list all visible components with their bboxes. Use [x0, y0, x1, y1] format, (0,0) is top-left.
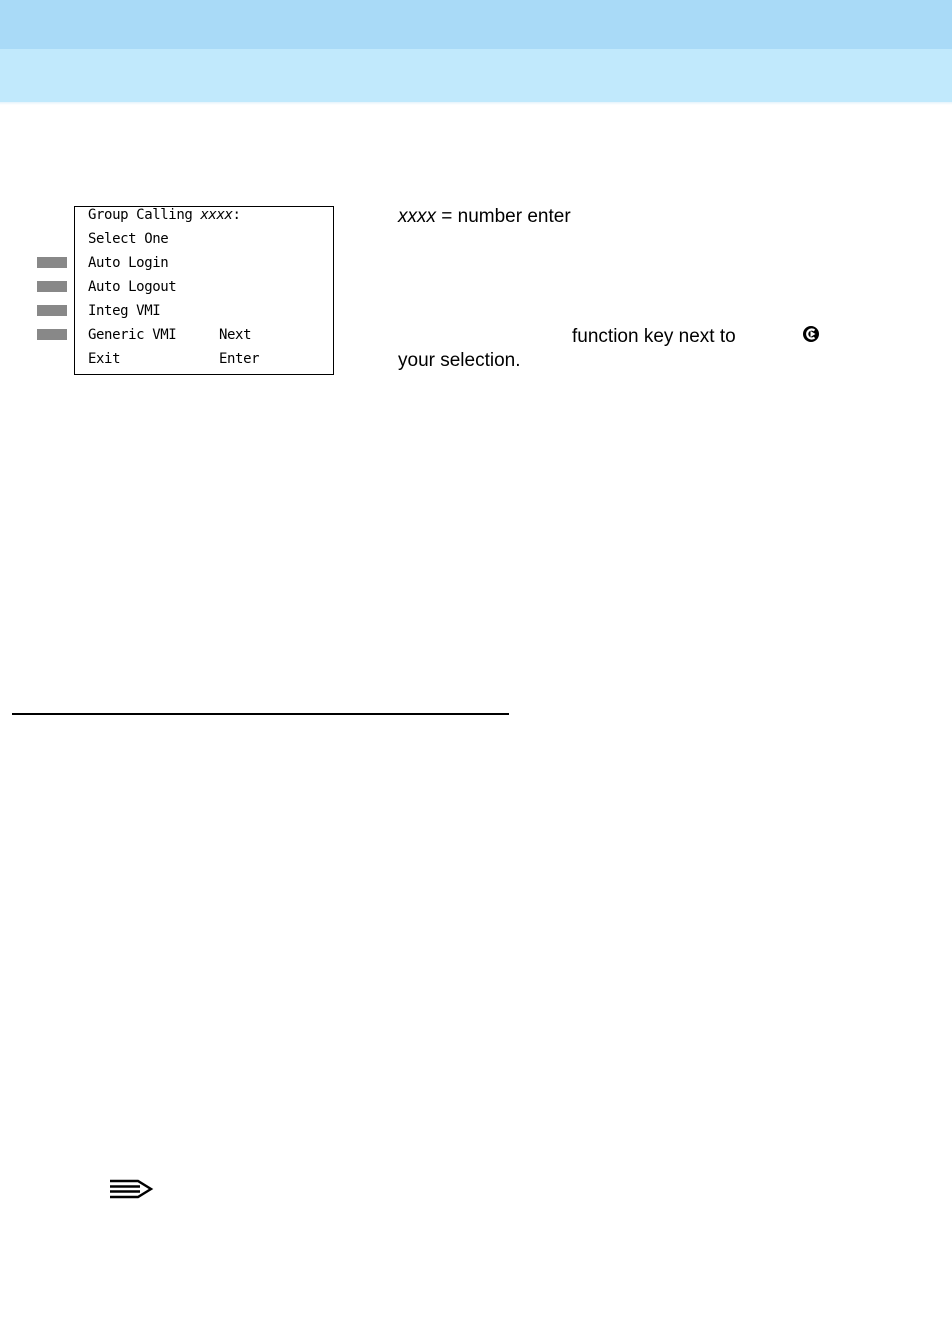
- step-text-line2: your selection.: [398, 350, 521, 371]
- function-key-integ-vmi[interactable]: [37, 305, 67, 316]
- display-option-enter: Enter: [219, 351, 260, 367]
- step-text-line1: function key next to: [572, 326, 736, 347]
- note-pencil-icon: [108, 1176, 154, 1202]
- display-option-integ-vmi: Integ VMI: [88, 303, 161, 319]
- function-key-auto-logout[interactable]: [37, 281, 67, 292]
- section-divider: [12, 713, 509, 715]
- variable-definition-text: = number enter: [436, 206, 571, 227]
- variable-definition: [398, 206, 571, 228]
- function-key-generic-vmi[interactable]: [37, 329, 67, 340]
- display-prompt-line: Select One: [88, 231, 169, 247]
- display-option-next: Next: [219, 327, 252, 343]
- display-title-colon: :: [232, 207, 241, 223]
- phone-display-screen: [74, 206, 334, 375]
- header-band-bottom: [0, 49, 952, 102]
- function-key-auto-login[interactable]: [37, 257, 67, 268]
- page-header-band: [0, 0, 952, 102]
- display-option-auto-logout: Auto Logout: [88, 279, 177, 295]
- display-option-exit: Exit: [88, 351, 121, 367]
- display-title-variable: xxxx: [200, 207, 233, 223]
- header-shadow: [0, 102, 952, 105]
- display-title-line: [88, 207, 241, 223]
- display-option-auto-login: Auto Login: [88, 255, 169, 271]
- header-band-top: [0, 0, 952, 49]
- return-arrow-icon: [801, 324, 821, 344]
- variable-name: xxxx: [398, 206, 436, 227]
- display-option-generic-vmi: Generic VMI: [88, 327, 177, 343]
- display-title-text: Group Calling: [88, 207, 201, 223]
